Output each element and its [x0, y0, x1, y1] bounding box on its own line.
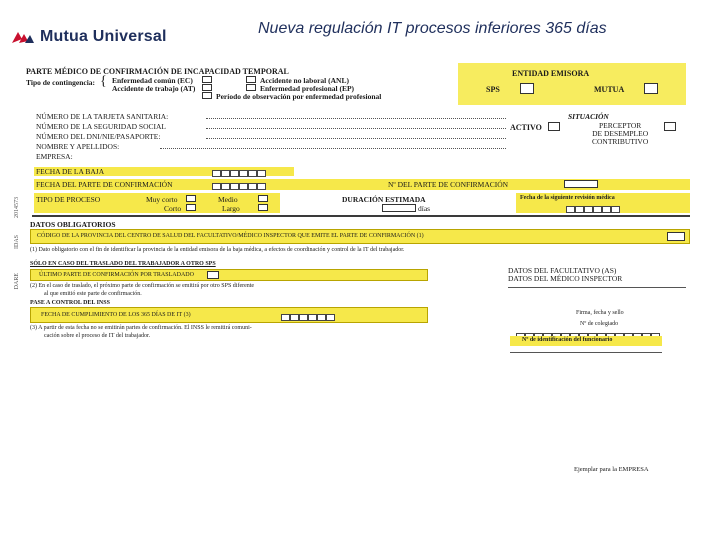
situation-perceptor-block: [592, 122, 648, 146]
copy-label: Ejemplar para la EMPRESA: [574, 466, 649, 473]
contingency-brace: {: [100, 74, 107, 89]
situation-perceptor-checkbox[interactable]: [664, 122, 676, 131]
situation-title: SITUACIÓN: [568, 112, 609, 121]
next-review-panel: [516, 193, 690, 213]
health-card-field[interactable]: [206, 112, 506, 119]
section-divider: [32, 215, 690, 217]
doctor-title-line1: DATOS DEL FACULTATIVO (AS): [508, 266, 617, 275]
issuer-title: ENTIDAD EMISORA: [512, 69, 590, 78]
slide-title: Nueva regulación IT procesos inferiores 365 días: [258, 20, 607, 37]
contingency-ec: Enfermedad común (EC): [112, 76, 193, 85]
next-review-cells[interactable]: [566, 204, 620, 213]
province-code-row: [30, 229, 690, 244]
issuer-panel: [458, 63, 686, 105]
transfer-last-part-checkbox[interactable]: [207, 271, 219, 279]
mutua-universal-logo: [12, 28, 167, 46]
issuer-sps-checkbox[interactable]: [520, 83, 534, 94]
id-field-row: [36, 112, 506, 122]
transfer-title: SÓLO EN CASO DEL TRASLADO DEL TRABAJADOR A OTRO SPS: [30, 261, 216, 267]
doctor-rule: [508, 287, 686, 288]
leave-date-cells[interactable]: [212, 168, 266, 177]
inss-deadline-row: [30, 307, 428, 323]
inss-note-line1: (3) A partir de esta fecha no se emitirán partes de confirmación. El INSS le remitirá comuni-: [30, 325, 252, 331]
inss-deadline-label: FECHA DE CUMPLIMIENTO DE LOS 365 DÍAS DE IT (3): [41, 312, 191, 318]
doctor-official-id-field[interactable]: [510, 347, 662, 353]
contingency-at: Accidente de trabajo (AT): [112, 84, 196, 93]
medical-form: [14, 55, 690, 355]
form-title: PARTE MÉDICO DE CONFIRMACIÓN DE INCAPACIDAD TEMPORAL: [26, 67, 289, 76]
province-code-field[interactable]: [667, 232, 685, 241]
process-type-panel: [34, 193, 280, 213]
duration-field[interactable]: [382, 204, 416, 212]
id-field-row: [36, 132, 506, 142]
inss-deadline-cells[interactable]: [281, 312, 335, 321]
social-security-label: NÚMERO DE LA SEGURIDAD SOCIAL: [36, 122, 167, 131]
process-very-short: Muy corto: [146, 195, 178, 204]
situation-perceptor: PERCEPTOR: [598, 121, 642, 130]
inss-note-line2: cación sobre el proceso de IT del trabajador.: [44, 333, 151, 339]
name-field[interactable]: [160, 142, 506, 149]
id-field-row: [36, 142, 506, 152]
id-field-row: [36, 122, 506, 132]
process-medium: Medio: [218, 195, 238, 204]
next-review-label: Fecha de la siguiente revisión médica: [520, 195, 615, 201]
transfer-note-line2: al que emitió este parte de confirmación.: [44, 291, 142, 297]
name-label: NOMBRE Y APELLIDOS:: [36, 142, 120, 151]
doctor-official-id-label: Nº de identificación del funcionario: [522, 337, 613, 343]
doctor-signature-label: Firma, fecha y sello: [576, 310, 624, 316]
id-fields: [36, 112, 506, 162]
leave-date-label: FECHA DE LA BAJA: [36, 167, 105, 176]
id-field-row: [36, 152, 506, 162]
duration-days: días: [418, 204, 431, 213]
doctor-title: [508, 267, 622, 283]
confirmation-number-label: Nº DEL PARTE DE CONFIRMACIÓN: [388, 180, 509, 189]
confirmation-date-cells[interactable]: [212, 181, 266, 190]
process-very-short-checkbox[interactable]: [186, 195, 196, 202]
process-long: Largo: [222, 204, 240, 213]
process-medium-checkbox[interactable]: [258, 195, 268, 202]
province-code-label: CÓDIGO DE LA PROVINCIA DEL CENTRO DE SALUD DEL FACULTATIVO/MÉDICO INSPECTOR QUE EMITE EL PARTE DE CONFIRMACIÓN (1): [37, 233, 424, 239]
transfer-last-part-row: [30, 269, 428, 281]
confirmation-date-label: FECHA DEL PARTE DE CONFIRMACIÓN: [36, 180, 173, 189]
contingency-ec-checkbox[interactable]: [202, 76, 212, 83]
situation-active: ACTIVO: [510, 123, 542, 132]
doctor-title-line2: DATOS DEL MÉDICO INSPECTOR: [508, 274, 623, 283]
issuer-sps-label: SPS: [486, 85, 500, 94]
confirmation-number-field[interactable]: [564, 180, 598, 188]
transfer-note-line1: (2) En el caso de traslado, el próximo parte de confirmación se emitirá por otro SPS diferente: [30, 283, 255, 289]
social-security-field[interactable]: [206, 122, 506, 129]
contingency-ep: Enfermedad profesional (EP): [260, 84, 355, 93]
contingency-anl: Accidente no laboral (ANL): [260, 76, 349, 85]
contingency-at-checkbox[interactable]: [202, 84, 212, 91]
contingency-observation-checkbox[interactable]: [202, 92, 212, 99]
dni-label: NÚMERO DEL DNI/NIE/PASAPORTE:: [36, 132, 161, 141]
duration-label: DURACIÓN ESTIMADA: [342, 195, 426, 204]
slide-header: [0, 0, 720, 55]
logo-text: Mutua Universal: [40, 28, 167, 45]
side-code: IDAS: [14, 235, 20, 250]
situation-contributory: CONTRIBUTIVO: [592, 137, 649, 146]
doctor-college-number-label: Nº de colegiado: [580, 321, 619, 327]
doctor-official-id-row: [510, 336, 662, 346]
side-codes: [14, 197, 24, 347]
transfer-last-part-label: ÚLTIMO PARTE DE CONFIRMACIÓN POR TRASLADADO: [39, 272, 194, 278]
issuer-mutua-checkbox[interactable]: [644, 83, 658, 94]
contingency-label: Tipo de contingencia:: [26, 78, 96, 87]
side-code: DARE: [14, 273, 20, 290]
situation-active-checkbox[interactable]: [548, 122, 560, 131]
contingency-ep-checkbox[interactable]: [246, 84, 256, 91]
issuer-mutua-label: MUTUA: [594, 85, 625, 94]
inss-title: PASE A CONTROL DEL INSS: [30, 300, 110, 306]
mandatory-title: DATOS OBLIGATORIOS: [30, 220, 116, 229]
process-short-checkbox[interactable]: [186, 204, 196, 211]
mandatory-note: (1) Dato obligatorio con el fin de identificar la provincia de la entidad emisora de la baja médica, a efectos de coordinación y control de la IT del trabajador.: [30, 247, 405, 253]
company-label: EMPRESA:: [36, 152, 73, 161]
logo-mark-icon: [12, 30, 34, 44]
confirmation-date-row: [34, 179, 690, 190]
side-code: 2014573: [14, 197, 20, 218]
dni-field[interactable]: [206, 132, 506, 139]
contingency-observation: Período de observación por enfermedad profesional: [216, 92, 382, 101]
process-type-label: TIPO DE PROCESO: [36, 195, 101, 204]
leave-date-row: [34, 167, 294, 176]
health-card-label: NÚMERO DE LA TARJETA SANITARIA:: [36, 112, 169, 121]
process-short: Corto: [164, 204, 182, 213]
situation-unemployment: DE DESEMPLEO: [592, 129, 649, 138]
contingency-anl-checkbox[interactable]: [246, 76, 256, 83]
process-long-checkbox[interactable]: [258, 204, 268, 211]
